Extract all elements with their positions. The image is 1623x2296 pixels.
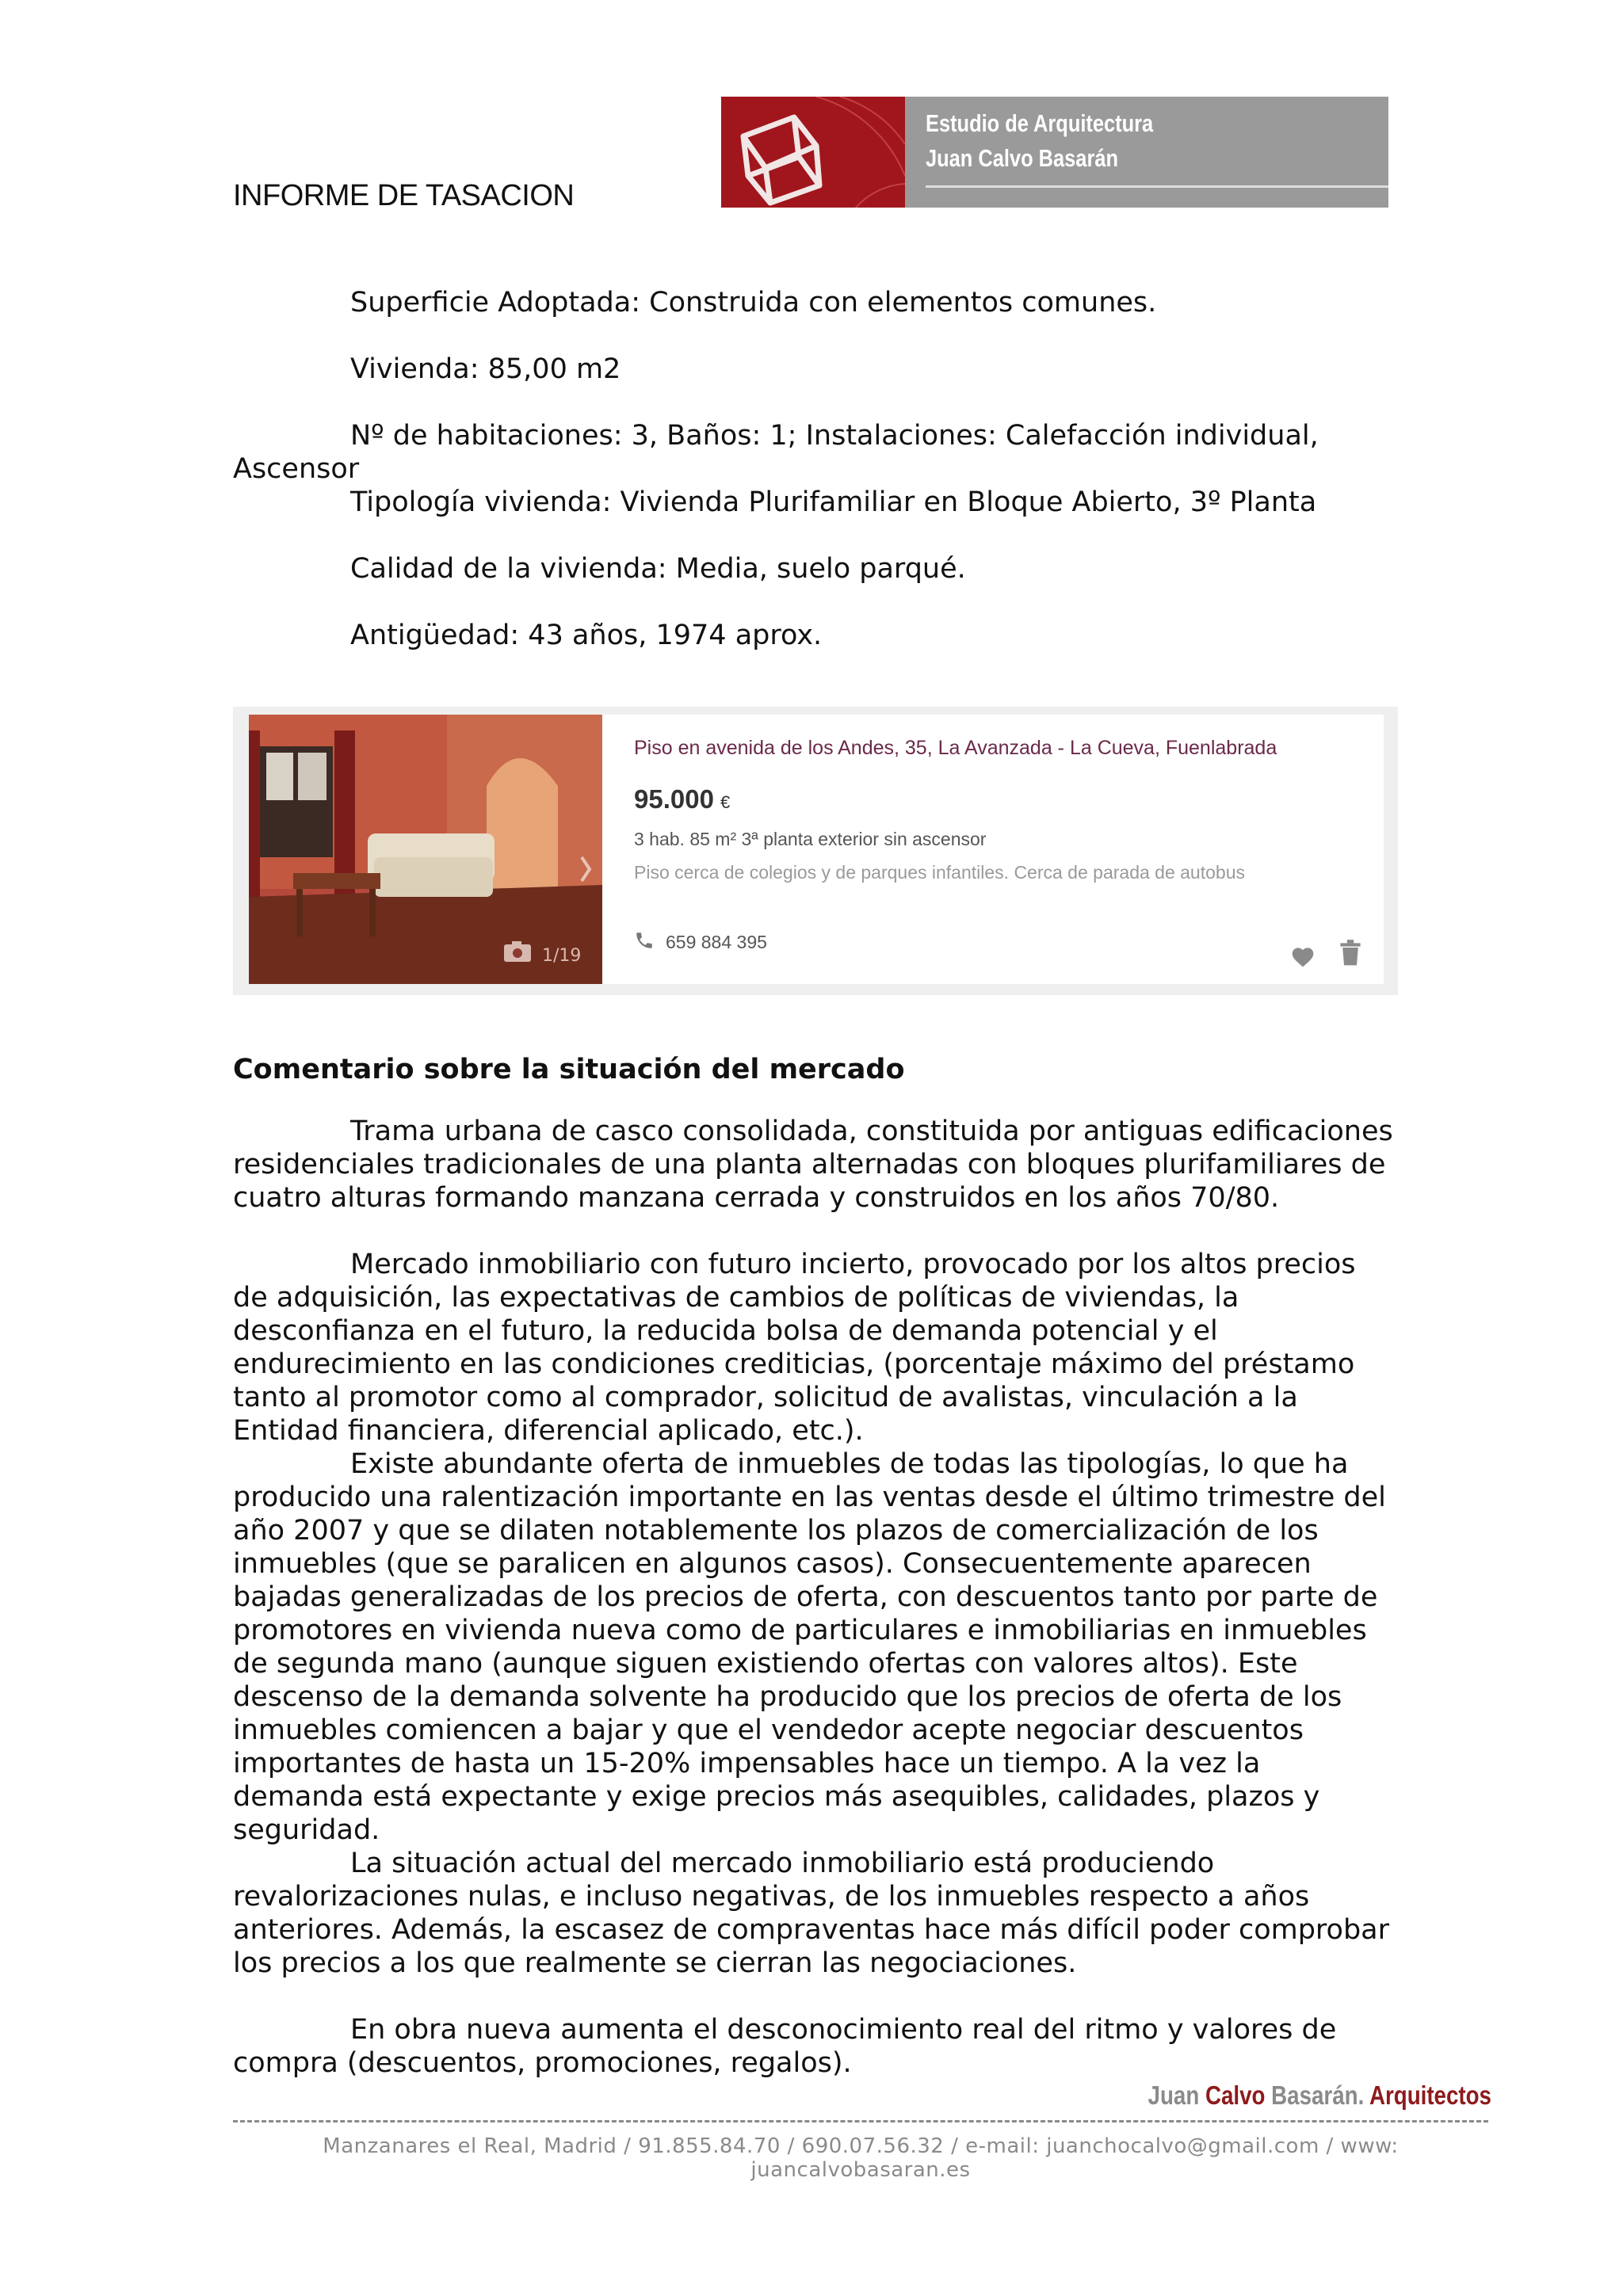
section-title: Comentario sobre la situación del mercado: [233, 1054, 905, 1085]
listing-photo[interactable]: [249, 715, 602, 984]
brand-part-1: Juan: [1148, 2081, 1205, 2110]
phone-contact[interactable]: [634, 930, 767, 954]
footer-brand: [1148, 2081, 1491, 2111]
paragraph-1: Trama urbana de casco consolidada, constituida por antiguas edificaciones residenciales tradicionales de una planta alternadas con bloques plurifamiliares de cuatro alturas formando manzana cerrada y construidos en los años 70/80.: [233, 1116, 1393, 1214]
field-habitaciones: Nº de habitaciones: 3, Baños: 1; Instalaciones: Calefacción individual, Ascensor: [233, 420, 1319, 485]
brand-part-3: Basarán.: [1265, 2081, 1365, 2110]
field-calidad: Calidad de la vivienda: Media, suelo parqué.: [350, 553, 966, 585]
logo-text-panel: [905, 97, 1388, 208]
listing-details: 3 hab. 85 m² 3ª planta exterior sin ascensor: [634, 829, 987, 849]
footer-divider: [233, 2120, 1488, 2122]
paragraph-5: En obra nueva aumenta el desconocimiento real del ritmo y valores de compra (descuentos, promociones, regalos).: [233, 2014, 1337, 2079]
listing-card-body[interactable]: [249, 715, 1384, 984]
brand-part-4: Arquitectos: [1364, 2081, 1491, 2110]
footer-contact: Manzanares el Real, Madrid / 91.855.84.70 / 690.07.56.32 / e-mail: juanchocalvo@gmail.com / www: juancalvobasaran.es: [323, 2134, 1399, 2182]
logo-text-line1: Estudio de Arquitectura: [926, 109, 1154, 137]
heart-icon[interactable]: [1290, 944, 1316, 971]
brand-part-2: Calvo: [1205, 2081, 1266, 2110]
trash-icon[interactable]: [1339, 940, 1361, 970]
photo-counter: 1/19: [542, 946, 582, 966]
listing-title-link[interactable]: Piso en avenida de los Andes, 35, La Avanzada - La Cueva, Fuenlabrada: [634, 737, 1277, 759]
cube-logo-icon: [721, 97, 905, 208]
logo-divider: [926, 185, 1388, 188]
paragraph-3: Existe abundante oferta de inmuebles de todas las tipologías, lo que ha producido una ralentización importante en las ventas desde el último trimestre del año 2007 y que se dilaten notablemente los plazos de comercialización de los inmuebles (que se paralicen en algunos casos). Consecuentemente aparecen bajadas generalizadas de los precios de oferta, con descuentos tanto por parte de promotores en vivienda nueva como de particulares e inmobiliarias en inmuebles de segunda mano (aunque siguen existiendo ofertas con valores altos). Este descenso de la demanda solvente ha producido que los precios de oferta de los inmuebles comiencen a bajar y que el vendedor acepte negociar descuentos importantes de hasta un 15-20% impensables hace un tiempo. A la vez la demanda está expectante y exige precios más asequibles, calidades, plazos y seguridad.: [233, 1448, 1386, 1846]
field-antiguedad: Antigüedad: 43 años, 1974 aprox.: [350, 620, 823, 651]
document-type-title: INFORME DE TASACION: [233, 179, 575, 212]
field-superficie: Superficie Adoptada: Construida con elementos comunes.: [350, 287, 1157, 318]
field-tipologia: Tipología vivienda: Vivienda Plurifamiliar en Bloque Abierto, 3º Planta: [350, 486, 1317, 518]
listing-card: [233, 707, 1398, 995]
logo-text-line2: Juan Calvo Basarán: [926, 144, 1119, 172]
listing-price: [634, 784, 730, 814]
listing-description: Piso cerca de colegios y de parques infantiles. Cerca de parada de autobus: [634, 862, 1245, 883]
paragraph-2: Mercado inmobiliario con futuro incierto, provocado por los altos precios de adquisición, las expectativas de cambios de políticas de viviendas, la desconfianza en el futuro, la reducida bolsa de demanda potencial y el endurecimiento en las condiciones crediticias, (porcentaje máximo del préstamo tanto al promotor como al comprador, solicitud de avalistas, vinculación a la Entidad financiera, diferencial aplicado, etc.).: [233, 1249, 1356, 1447]
price-value: 95.000: [634, 784, 714, 814]
field-vivienda: Vivienda: 85,00 m2: [350, 353, 621, 385]
phone-icon: [634, 930, 655, 954]
phone-number: 659 884 395: [666, 931, 767, 952]
studio-logo: [721, 97, 1388, 208]
price-currency: €: [720, 792, 731, 812]
paragraph-4: La situación actual del mercado inmobiliario está produciendo revalorizaciones nulas, e incluso negativas, de los inmuebles respecto a años anteriores. Además, la escasez de compraventas hace más difícil poder comprobar los precios a los que realmente se cierran las negociaciones.: [233, 1848, 1390, 1979]
